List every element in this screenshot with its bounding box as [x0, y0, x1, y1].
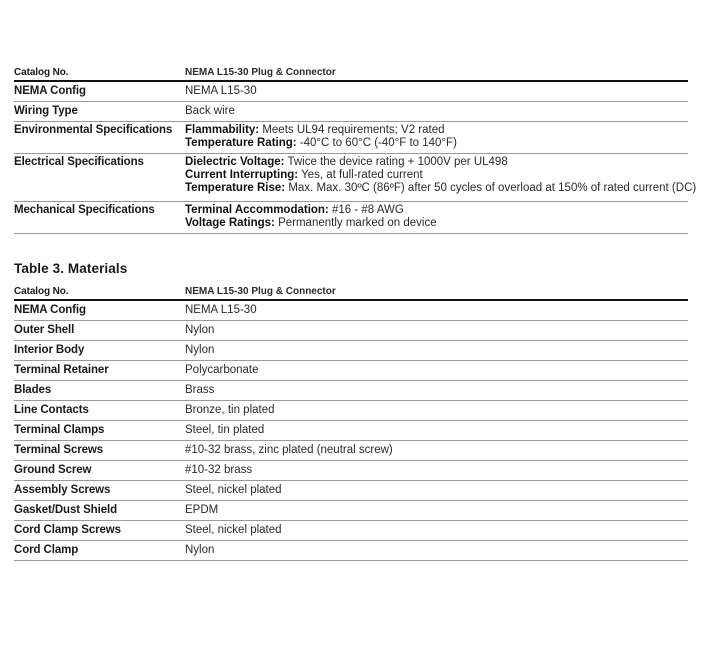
spec-value: NEMA L15-30: [185, 85, 257, 97]
header-product: NEMA L15-30 Plug & Connector: [185, 67, 336, 78]
spec-value: Yes, at full-rated current: [298, 169, 423, 181]
row-label: Assembly Screws: [14, 484, 111, 496]
row-value: NEMA L15-30: [185, 304, 257, 316]
row-label: Line Contacts: [14, 404, 89, 416]
materials-table-body: [14, 301, 688, 561]
table-row: [14, 122, 688, 154]
row-value: #10-32 brass: [185, 464, 253, 476]
header-product: NEMA L15-30 Plug & Connector: [185, 286, 336, 297]
row-value: Steel, nickel plated: [185, 524, 282, 536]
table-row: [14, 441, 688, 461]
row-label: Cord Clamp Screws: [14, 524, 121, 536]
spec-key: Current Interrupting:: [185, 169, 299, 181]
row-value: [185, 82, 688, 101]
row-value: #10-32 brass, zinc plated (neutral screw): [185, 444, 393, 456]
table-row: [14, 361, 688, 381]
table-row: [14, 381, 688, 401]
row-label: Gasket/Dust Shield: [14, 504, 118, 516]
row-label: NEMA Config: [14, 85, 86, 97]
row-value: Brass: [185, 384, 215, 396]
table-row: [14, 154, 697, 202]
row-value: [185, 122, 688, 153]
table-row: [14, 102, 688, 122]
table-row: [14, 461, 688, 481]
row-label: Environmental Specifications: [14, 124, 173, 136]
table-row: [14, 202, 688, 234]
table-row: [14, 501, 688, 521]
materials-section: [14, 259, 688, 561]
row-value: [185, 202, 688, 233]
spec-value: Max. Max. 30ºC (86ºF) after 50 cycles of overload at 150% of rated current (DC): [285, 182, 697, 194]
row-value: Polycarbonate: [185, 364, 259, 376]
table-row: [14, 341, 688, 361]
row-label: Terminal Clamps: [14, 424, 105, 436]
row-value: Nylon: [185, 344, 215, 356]
row-label: Cord Clamp: [14, 544, 79, 556]
row-value: Nylon: [185, 324, 215, 336]
row-value: Steel, tin plated: [185, 424, 265, 436]
row-label: Outer Shell: [14, 324, 75, 336]
section-title: Table 3. Materials: [14, 261, 128, 276]
spec-key: Temperature Rise:: [185, 182, 286, 194]
table-row: [14, 481, 688, 501]
row-label: Terminal Retainer: [14, 364, 109, 376]
row-label: Electrical Specifications: [14, 156, 144, 168]
table-row: [14, 82, 688, 102]
row-value: Steel, nickel plated: [185, 484, 282, 496]
spec-value: Twice the device rating + 1000V per UL498: [284, 156, 508, 168]
row-value: Bronze, tin plated: [185, 404, 275, 416]
row-value: [185, 102, 688, 121]
spec-value: #16 - #8 AWG: [328, 204, 404, 216]
table-row: [14, 421, 688, 441]
row-label: Mechanical Specifications: [14, 204, 155, 216]
row-label: Wiring Type: [14, 105, 78, 117]
spec-value: -40°C to 60°C (-40°F to 140°F): [296, 137, 457, 149]
header-catalog-no: Catalog No.: [14, 286, 69, 297]
spec-value: Meets UL94 requirements; V2 rated: [259, 124, 445, 136]
table-header: [14, 283, 688, 301]
spec-value: Back wire: [185, 105, 235, 117]
specifications-table: [14, 64, 697, 234]
row-label: Interior Body: [14, 344, 85, 356]
spec-value: Permanently marked on device: [274, 217, 437, 229]
spec-key: Terminal Accommodation:: [185, 204, 329, 216]
row-label: Ground Screw: [14, 464, 92, 476]
table-row: [14, 541, 688, 561]
table-row: [14, 521, 688, 541]
spec-key: Flammability:: [185, 124, 260, 136]
row-value: EPDM: [185, 504, 219, 516]
header-catalog-no: Catalog No.: [14, 67, 69, 78]
row-label: Blades: [14, 384, 52, 396]
table-row: [14, 301, 688, 321]
table-row: [14, 401, 688, 421]
spec-key: Temperature Rating:: [185, 137, 297, 149]
row-label: Terminal Screws: [14, 444, 104, 456]
table-row: [14, 321, 688, 341]
row-value: Nylon: [185, 544, 215, 556]
row-label: NEMA Config: [14, 304, 86, 316]
spec-key: Voltage Ratings:: [185, 217, 275, 229]
row-value: [185, 154, 696, 201]
spec-key: Dielectric Voltage:: [185, 156, 285, 168]
table-header: [14, 64, 688, 82]
